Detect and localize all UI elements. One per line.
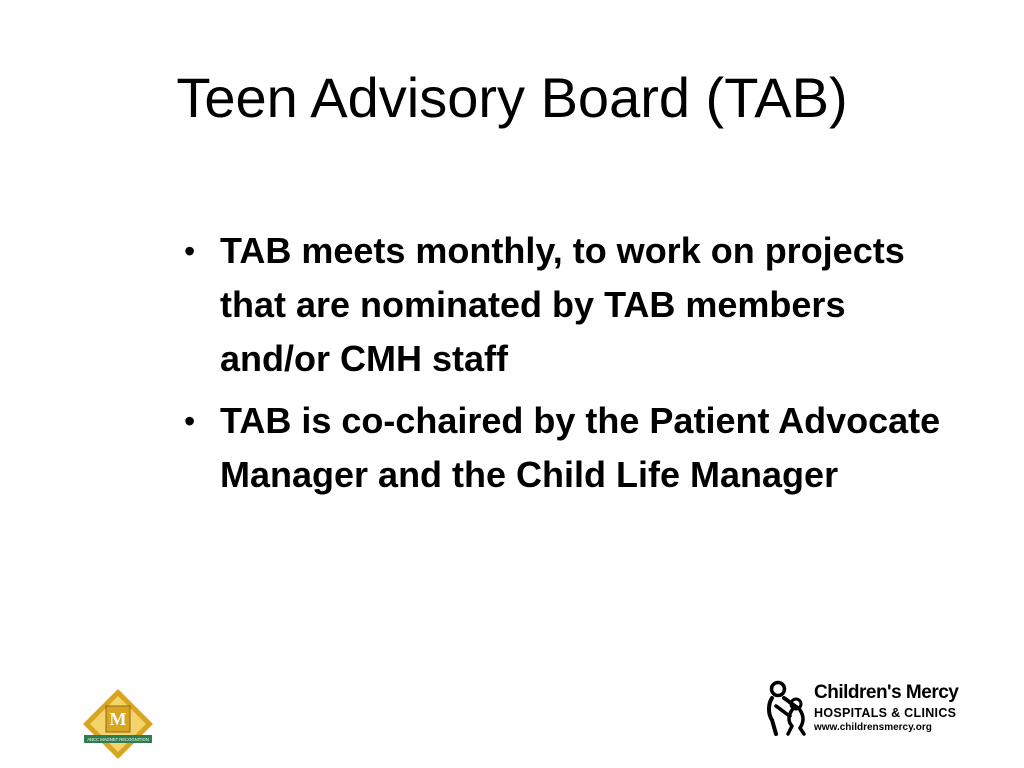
bullet-list	[180, 224, 960, 510]
childrens-mercy-name: Children's Mercy	[814, 682, 959, 703]
bullet-item	[180, 394, 960, 502]
bullet-text: TAB meets monthly, to work on projects that are nominated by TAB members and/or CMH staff	[220, 230, 905, 379]
family-figure-icon	[766, 680, 810, 736]
magnet-caption: ANCC MAGNET RECOGNITION	[87, 737, 149, 742]
magnet-letter: M	[109, 709, 127, 729]
slide-title: Teen Advisory Board (TAB)	[176, 66, 848, 129]
bullet-item	[180, 224, 960, 386]
bullet-marker: •	[184, 403, 196, 439]
childrens-mercy-logo	[766, 680, 986, 740]
bullet-text: TAB is co-chaired by the Patient Advocate Manager and the Child Life Manager	[220, 400, 941, 495]
childrens-mercy-subtitle: HOSPITALS & CLINICS	[814, 706, 957, 720]
magnet-recognition-logo	[82, 688, 154, 760]
childrens-mercy-url: www.childrensmercy.org	[814, 722, 932, 733]
bullet-marker: •	[184, 233, 196, 269]
